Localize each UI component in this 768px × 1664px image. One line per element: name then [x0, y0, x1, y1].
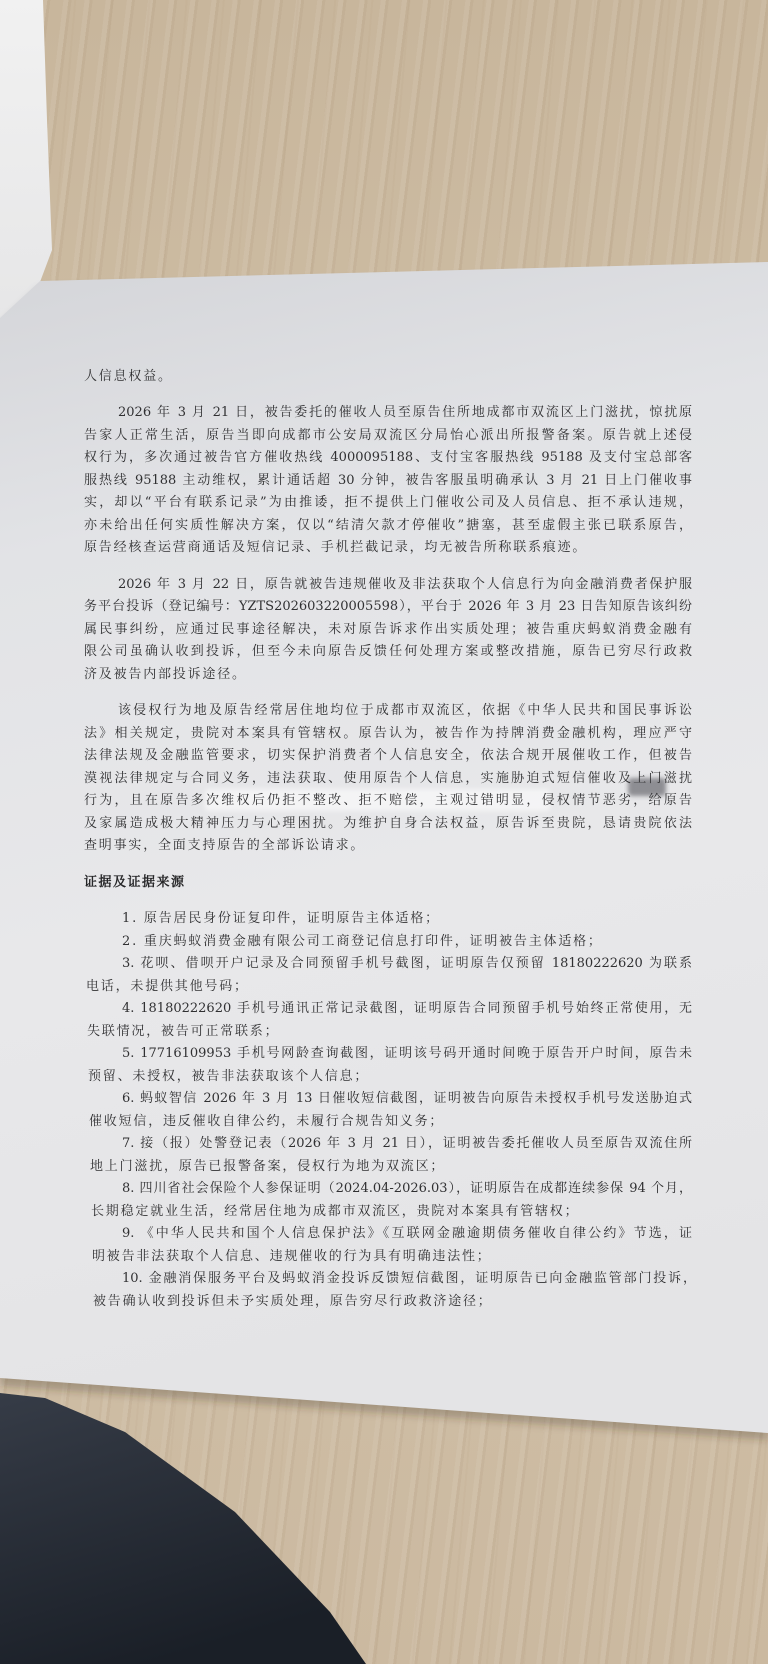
paragraph-line: 属民事纠纷，应通过民事途径解决，未对原告诉求作出实质处理；被告重庆蚂蚁消费金融有: [84, 622, 692, 637]
evidence-item-line: 7. 接（报）处警登记表（2026 年 3 月 21 日），证明被告委托催收人员至原告双流住所: [122, 1136, 692, 1151]
evidence-item-line: 明被告非法获取个人信息、违规催收的行为具有明确违法性；: [92, 1249, 492, 1264]
paragraph-line: 济及被告内部投诉途径。: [84, 667, 247, 682]
paragraph-line: 务平台投诉（登记编号：YZTS202603220005598），平台于 2026 年 3 月 23 日告知原告该纠纷: [84, 599, 692, 614]
evidence-heading: 证据及证据来源: [84, 875, 186, 890]
paragraph-line: 行为，且在原告多次维权后仍拒不整改、拒不赔偿，主观过错明显，侵权情节恶劣，给原告: [84, 793, 692, 808]
paragraph-line: 实，却以“平台有联系记录”为由推诿，拒不提供上门催收公司及人员信息、拒不承认违规，: [84, 495, 692, 510]
evidence-item-line: 8. 四川省社会保险个人参保证明（2024.04-2026.03），证明原告在成都连续参保 94 个月，: [122, 1181, 692, 1196]
evidence-item-line: 被告确认收到投诉但未予实质处理，原告穷尽行政救济途径；: [93, 1294, 493, 1309]
text-line: 人信息权益。: [84, 369, 173, 384]
paragraph-line: 2026 年 3 月 21 日，被告委托的催收人员至原告住所地成都市双流区上门滋扰，惊扰原: [118, 405, 692, 420]
paragraph-line: 及家属造成极大精神压力与心理困扰。为维护自身合法权益，原告诉至贵院，恳请贵院依法: [84, 816, 692, 831]
paragraph-line: 权行为，多次通过被告官方催收热线 4000095188、支付宝客服热线 95188 及支付宝总部客: [84, 450, 692, 465]
paragraph-line: 法律法规及金融监管要求，切实保护消费者个人信息安全，依法合规开展催收工作，但被告: [84, 748, 692, 763]
evidence-item-line: 催收短信，违反催收自律公约，未履行合规告知义务；: [89, 1114, 445, 1129]
evidence-item-line: 6. 蚂蚁智信 2026 年 3 月 13 日催收短信截图，证明被告向原告未授权手机号发送胁迫式: [122, 1091, 692, 1106]
paragraph-line: 限公司虽确认收到投诉，但至今未向原告反馈任何处理方案或整改措施，原告已穷尽行政救: [84, 644, 692, 659]
evidence-item-line: 9. 《中华人民共和国个人信息保护法》《互联网金融逾期债务催收自律公约》节选，证: [122, 1226, 692, 1241]
evidence-item-line: 预留、未授权，被告非法获取该个人信息；: [88, 1069, 370, 1084]
evidence-item-line: 地上门滋扰，原告已报警备案，侵权行为地为双流区；: [90, 1159, 446, 1174]
paragraph-line: 告家人正常生活，原告当即向成都市公安局双流区分局怡心派出所报警备案。原告就上述侵: [84, 428, 692, 443]
paragraph-line: 原告经核查运营商通话及短信记录、手机拦截记录，均无被告所称联系痕迹。: [84, 540, 588, 555]
paragraph-line: 2026 年 3 月 22 日，原告就被告违规催收及非法获取个人信息行为向金融消费者保护服: [118, 577, 692, 592]
paragraph-line: 漠视法律规定与合同义务，违法获取、使用原告个人信息，实施胁迫式短信催收及上门滋扰: [84, 771, 692, 786]
evidence-item-line: 失联情况，被告可正常联系；: [87, 1024, 280, 1039]
paragraph-line: 法》相关规定，贵院对本案具有管辖权。原告认为，被告作为持牌消费金融机构，理应严守: [84, 726, 692, 741]
evidence-item-line: 5. 17716109953 手机号网龄查询截图，证明该号码开通时间晚于原告开户时间，原告未: [122, 1046, 692, 1061]
evidence-item-line: 3. 花呗、借呗开户记录及合同预留手机号截图，证明原告仅预留 18180222620 为联系: [122, 956, 692, 971]
paragraph-line: 服热线 95188 主动维权，累计通话超 30 分钟，被告客服虽明确承认 3 月 21 日上门催收事: [84, 473, 692, 488]
evidence-item-line: 4. 18180222620 手机号通讯正常记录截图，证明原告合同预留手机号始终正常使用，无: [122, 1001, 692, 1016]
evidence-item-line: 10. 金融消保服务平台及蚂蚁消金投诉反馈短信截图，证明原告已向金融监管部门投诉，: [122, 1271, 696, 1286]
evidence-item-line: 2. 重庆蚂蚁消费金融有限公司工商登记信息打印件，证明被告主体适格；: [122, 934, 603, 949]
evidence-item-line: 1. 原告居民身份证复印件，证明原告主体适格；: [122, 911, 440, 926]
paragraph-line: 该侵权行为地及原告经常居住地均位于成都市双流区，依据《中华人民共和国民事诉讼: [118, 703, 692, 718]
paragraph-line: 查明事实，全面支持原告的全部诉讼请求。: [84, 838, 366, 853]
paragraph-line: 亦未给出任何实质性解决方案，仅以“结清欠款才停催收”搪塞，甚至虚假主张已联系原告，: [84, 518, 692, 533]
evidence-item-line: 电话，未提供其他号码；: [86, 979, 249, 994]
evidence-item-line: 长期稳定就业生活，经常居住地为成都市双流区，贵院对本案具有管辖权；: [91, 1204, 580, 1219]
